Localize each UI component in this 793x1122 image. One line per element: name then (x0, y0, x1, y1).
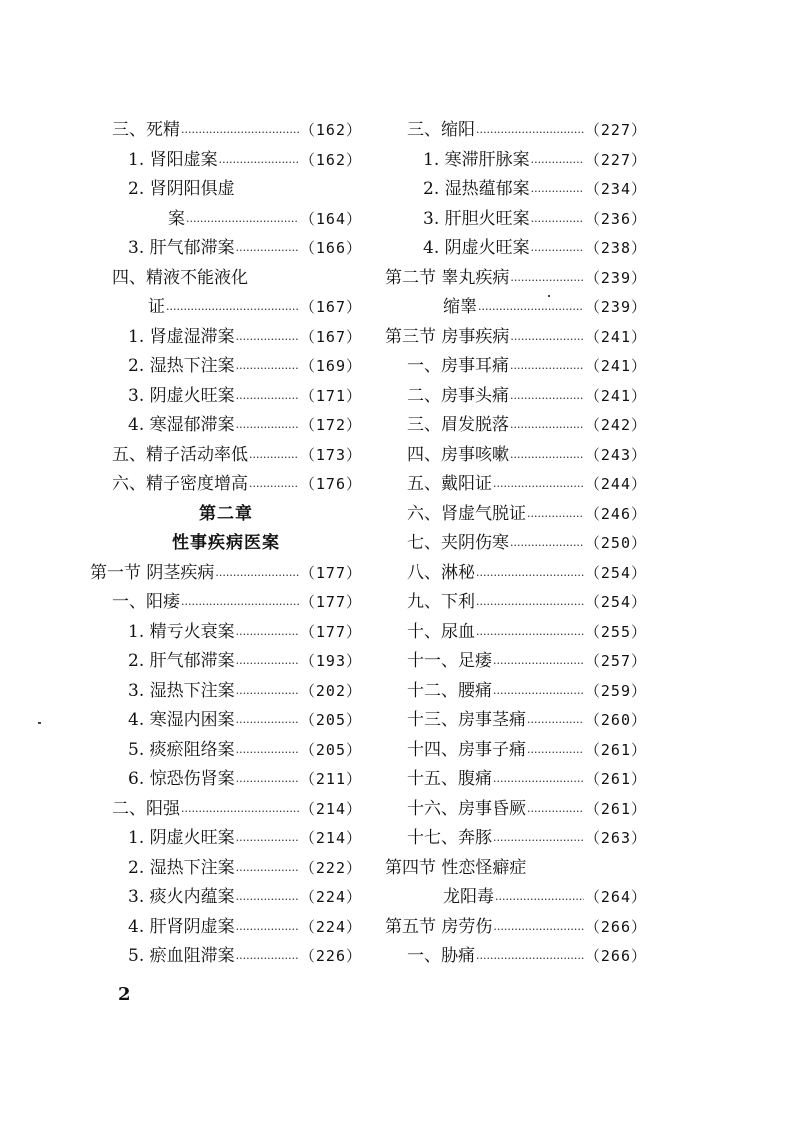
toc-entry (385, 736, 647, 766)
toc-entry-page: （205） (299, 711, 362, 729)
toc-entry (385, 382, 647, 412)
toc-entry-title: 性事疾病医案 (172, 533, 280, 553)
toc-entry (90, 647, 362, 677)
toc-entry-title: 缩睾 (443, 297, 477, 317)
toc-leader-dots (236, 738, 299, 768)
toc-leader-dots (493, 472, 584, 502)
toc-leader-dots (236, 236, 299, 266)
toc-entry-page: （243） (584, 445, 647, 464)
toc-entry (385, 795, 647, 825)
toc-entry-title: 五、精子活动率低 (112, 444, 248, 465)
toc-entry-page: （264） (584, 888, 647, 906)
toc-leader-dots (510, 531, 584, 561)
toc-entry (90, 175, 362, 205)
toc-entry-page: （255） (584, 622, 647, 641)
toc-entry-title: 2. 肝气郁滞案 (128, 651, 235, 671)
toc-leader-dots (531, 236, 584, 266)
toc-leader-dots (527, 708, 584, 738)
toc-entry (385, 677, 647, 707)
toc-entry (90, 618, 362, 648)
toc-entry-title: 3. 湿热下注案 (128, 680, 235, 701)
toc-entry-title: 1. 精亏火衰案 (128, 621, 235, 642)
toc-entry-title: 4. 阴虚火旺案 (423, 238, 530, 258)
toc-entry-title: 一、胁痛 (407, 946, 475, 966)
toc-leader-dots (493, 649, 584, 679)
toc-leader-dots (527, 502, 584, 532)
toc-entry-page: （176） (299, 475, 362, 493)
toc-entry (385, 146, 647, 176)
toc-leader-dots (510, 354, 584, 384)
toc-entry (385, 116, 647, 146)
toc-leader-dots (236, 649, 299, 679)
scan-speck (548, 295, 550, 297)
toc-leader-dots (493, 826, 584, 856)
toc-entry-title: 一、房事耳痛 (407, 356, 509, 376)
toc-leader-dots (527, 738, 584, 768)
toc-leader-dots (181, 590, 299, 620)
scan-speck (38, 722, 41, 724)
toc-entry-page: （173） (299, 445, 362, 464)
toc-entry-title: 一、阳痿 (112, 592, 180, 612)
toc-entry (90, 146, 362, 176)
toc-entry (90, 500, 362, 530)
toc-leader-dots (531, 177, 584, 207)
toc-entry (385, 824, 647, 854)
toc-entry (90, 441, 362, 471)
toc-entry-title: 2. 湿热下注案 (128, 356, 235, 376)
toc-entry (90, 323, 362, 353)
toc-entry (90, 736, 362, 766)
toc-entry-title: 四、房事咳嗽 (407, 444, 509, 465)
toc-entry-title: 十、尿血 (407, 621, 475, 642)
toc-leader-dots (527, 797, 584, 827)
toc-entry (385, 264, 647, 294)
toc-entry-page: （254） (584, 593, 647, 611)
toc-entry (385, 854, 647, 884)
toc-entry-page: （234） (584, 180, 647, 198)
toc-leader-dots (219, 148, 299, 178)
toc-entry-page: （166） (299, 239, 362, 257)
toc-entry (90, 529, 362, 559)
toc-leader-dots (236, 679, 299, 709)
toc-entry-title: 1. 肾虚湿滞案 (128, 326, 235, 347)
toc-entry-page: （224） (299, 917, 362, 936)
toc-entry-page: （246） (584, 504, 647, 523)
toc-entry-page: （261） (584, 740, 647, 759)
toc-entry-page: （162） (299, 150, 362, 169)
toc-entry (385, 352, 647, 382)
toc-entry-title: 4. 肝肾阴虚案 (128, 916, 235, 937)
toc-entry-title: 十五、腹痛 (407, 769, 492, 789)
toc-entry (385, 618, 647, 648)
toc-leader-dots (476, 944, 584, 974)
toc-entry-page: （250） (584, 534, 647, 552)
toc-entry-title: 十三、房事茎痛 (407, 710, 526, 730)
toc-entry-title: 3. 痰火内蕴案 (128, 887, 235, 907)
toc-entry-page: （263） (584, 829, 647, 847)
toc-entry (385, 647, 647, 677)
toc-entry-title: 十二、腰痛 (407, 680, 492, 701)
toc-leader-dots (493, 679, 584, 709)
toc-leader-dots (236, 708, 299, 738)
toc-entry (385, 588, 647, 618)
toc-leader-dots (236, 354, 299, 384)
toc-entry-page: （172） (299, 416, 362, 434)
toc-entry-title: 十七、奔豚 (407, 828, 492, 848)
toc-entry (90, 559, 362, 589)
toc-leader-dots (478, 295, 584, 325)
toc-entry (90, 205, 362, 235)
toc-leader-dots (510, 443, 584, 473)
toc-entry (90, 824, 362, 854)
toc-entry-title: 七、夹阴伤寒 (407, 533, 509, 553)
toc-leader-dots (236, 915, 299, 945)
toc-entry-page: （241） (584, 386, 647, 405)
toc-entry-title: 三、死精 (112, 120, 180, 140)
toc-entry-page: （177） (299, 563, 362, 582)
toc-entry-title: 4. 寒湿郁滞案 (128, 415, 235, 435)
toc-leader-dots (493, 915, 584, 945)
toc-entry (90, 706, 362, 736)
toc-entry (385, 529, 647, 559)
toc-entry-page: （241） (584, 357, 647, 375)
toc-entry (90, 913, 362, 943)
toc-leader-dots (531, 148, 584, 178)
toc-entry-title: 5. 痰瘀阻络案 (128, 739, 235, 760)
toc-entry-page: （242） (584, 416, 647, 434)
toc-entry-title: 第二章 (199, 503, 253, 524)
toc-leader-dots (510, 266, 584, 296)
toc-entry (385, 942, 647, 972)
toc-entry-page: （214） (299, 799, 362, 818)
toc-leader-dots (476, 118, 584, 148)
toc-entry-page: （171） (299, 386, 362, 405)
toc-entry-title: 1. 肾阳虚案 (128, 149, 218, 170)
toc-entry (385, 883, 647, 913)
toc-entry-page: （177） (299, 593, 362, 611)
toc-entry (90, 795, 362, 825)
toc-entry (90, 588, 362, 618)
toc-leader-dots (476, 620, 584, 650)
toc-entry (90, 765, 362, 795)
toc-entry (90, 942, 362, 972)
toc-entry-page: （193） (299, 652, 362, 670)
toc-leader-dots (236, 620, 299, 650)
toc-leader-dots (236, 826, 299, 856)
toc-entry (385, 411, 647, 441)
toc-entry-title: 2. 湿热下注案 (128, 857, 235, 878)
toc-entry-page: （169） (299, 357, 362, 375)
toc-entry-page: （254） (584, 563, 647, 582)
toc-leader-dots (510, 384, 584, 414)
toc-entry (90, 677, 362, 707)
toc-entry-title: 六、精子密度增高 (112, 474, 248, 494)
toc-entry-page: （266） (584, 917, 647, 936)
toc-entry-page: （261） (584, 770, 647, 788)
toc-entry-page: （202） (299, 681, 362, 700)
toc-leader-dots (186, 207, 299, 237)
toc-entry-page: （261） (584, 799, 647, 818)
toc-entry (90, 470, 362, 500)
toc-entry-title: 十四、房事子痛 (407, 739, 526, 760)
toc-entry-title: 第五节 房劳伤 (385, 916, 493, 937)
toc-entry-page: （239） (584, 298, 647, 316)
toc-entry-title: 五、戴阳证 (407, 474, 492, 494)
toc-entry-page: （260） (584, 711, 647, 729)
toc-entry-page: （164） (299, 209, 362, 228)
toc-entry-title: 第三节 房事疾病 (385, 326, 510, 347)
toc-entry-title: 四、精液不能液化 (112, 267, 248, 288)
toc-entry-page: （222） (299, 858, 362, 877)
toc-entry-title: 十一、足痿 (407, 651, 492, 671)
toc-entry-page: （162） (299, 121, 362, 139)
toc-leader-dots (493, 767, 584, 797)
toc-leader-dots (236, 856, 299, 886)
toc-leader-dots (236, 384, 299, 414)
toc-entry-page: （224） (299, 888, 362, 906)
toc-entry (385, 441, 647, 471)
toc-entry (385, 500, 647, 530)
toc-leader-dots (510, 325, 584, 355)
toc-entry (90, 293, 362, 323)
toc-entry-title: 龙阳毒 (443, 887, 494, 907)
toc-entry-title: 证 (148, 297, 165, 317)
toc-entry-title: 4. 寒湿内困案 (128, 710, 235, 730)
page-number: 2 (118, 984, 131, 1005)
toc-entry-page: （227） (584, 150, 647, 169)
toc-leader-dots (249, 443, 299, 473)
toc-entry (385, 205, 647, 235)
toc-entry-title: 3. 阴虚火旺案 (128, 385, 235, 406)
toc-entry-page: （239） (584, 268, 647, 287)
toc-entry (385, 765, 647, 795)
toc-entry-title: 6. 惊恐伤肾案 (128, 769, 235, 789)
toc-entry (385, 234, 647, 264)
toc-leader-dots (236, 944, 299, 974)
toc-entry-page: （238） (584, 239, 647, 257)
toc-leader-dots (510, 413, 584, 443)
toc-leader-dots (236, 885, 299, 915)
toc-entry (90, 883, 362, 913)
toc-entry-title: 1. 寒滞肝脉案 (423, 149, 530, 170)
toc-entry-page: （226） (299, 947, 362, 965)
toc-left-column (90, 116, 362, 972)
toc-entry-title: 二、房事头痛 (407, 385, 509, 406)
toc-entry-page: （241） (584, 327, 647, 346)
toc-entry-page: （266） (584, 947, 647, 965)
toc-entry (90, 116, 362, 146)
toc-entry-page: （259） (584, 681, 647, 700)
toc-entry-title: 2. 肾阴阳俱虚 (128, 179, 235, 199)
toc-entry-title: 三、缩阳 (407, 120, 475, 140)
toc-entry-title: 1. 阴虚火旺案 (128, 828, 235, 848)
toc-leader-dots (531, 207, 584, 237)
toc-entry-title: 5. 瘀血阻滞案 (128, 946, 235, 966)
toc-leader-dots (476, 561, 584, 591)
toc-entry-title: 第四节 性恋怪癖症 (385, 857, 527, 878)
toc-entry (385, 293, 647, 323)
toc-entry (385, 706, 647, 736)
toc-entry-page: （167） (299, 327, 362, 346)
toc-entry-title: 十六、房事昏厥 (407, 798, 526, 819)
toc-entry-title: 2. 湿热蕴郁案 (423, 179, 530, 199)
toc-entry (90, 264, 362, 294)
toc-entry-title: 3. 肝胆火旺案 (423, 208, 530, 229)
toc-entry-page: （227） (584, 121, 647, 139)
toc-entry-title: 九、下利 (407, 592, 475, 612)
toc-entry (385, 913, 647, 943)
toc-entry (90, 854, 362, 884)
toc-entry-page: （177） (299, 622, 362, 641)
toc-entry-title: 3. 肝气郁滞案 (128, 238, 235, 258)
toc-entry-page: （167） (299, 298, 362, 316)
toc-entry (90, 411, 362, 441)
toc-entry-title: 第一节 阴茎疾病 (90, 562, 215, 583)
toc-leader-dots (236, 767, 299, 797)
toc-entry-title: 八、淋秘 (407, 562, 475, 583)
toc-entry (90, 382, 362, 412)
toc-entry-page: （244） (584, 475, 647, 493)
toc-entry (385, 175, 647, 205)
toc-right-column (385, 116, 647, 972)
toc-entry-page: （257） (584, 652, 647, 670)
toc-leader-dots (215, 561, 299, 591)
toc-entry (90, 352, 362, 382)
toc-entry-title: 二、阳强 (112, 798, 180, 819)
toc-leader-dots (236, 325, 299, 355)
toc-leader-dots (476, 590, 584, 620)
toc-entry-title: 案 (168, 208, 185, 229)
toc-entry-page: （236） (584, 209, 647, 228)
toc-leader-dots (495, 885, 584, 915)
toc-entry-page: （214） (299, 829, 362, 847)
toc-entry-title: 六、肾虚气脱证 (407, 503, 526, 524)
toc-entry-title: 三、眉发脱落 (407, 415, 509, 435)
toc-leader-dots (236, 413, 299, 443)
toc-entry (90, 234, 362, 264)
toc-leader-dots (166, 295, 299, 325)
toc-entry (385, 559, 647, 589)
toc-entry-title: 第二节 睾丸疾病 (385, 267, 510, 288)
toc-entry (385, 470, 647, 500)
toc-leader-dots (181, 797, 299, 827)
toc-entry (385, 323, 647, 353)
toc-entry-page: （211） (299, 770, 362, 788)
toc-leader-dots (249, 472, 299, 502)
toc-leader-dots (181, 118, 299, 148)
toc-entry-page: （205） (299, 740, 362, 759)
